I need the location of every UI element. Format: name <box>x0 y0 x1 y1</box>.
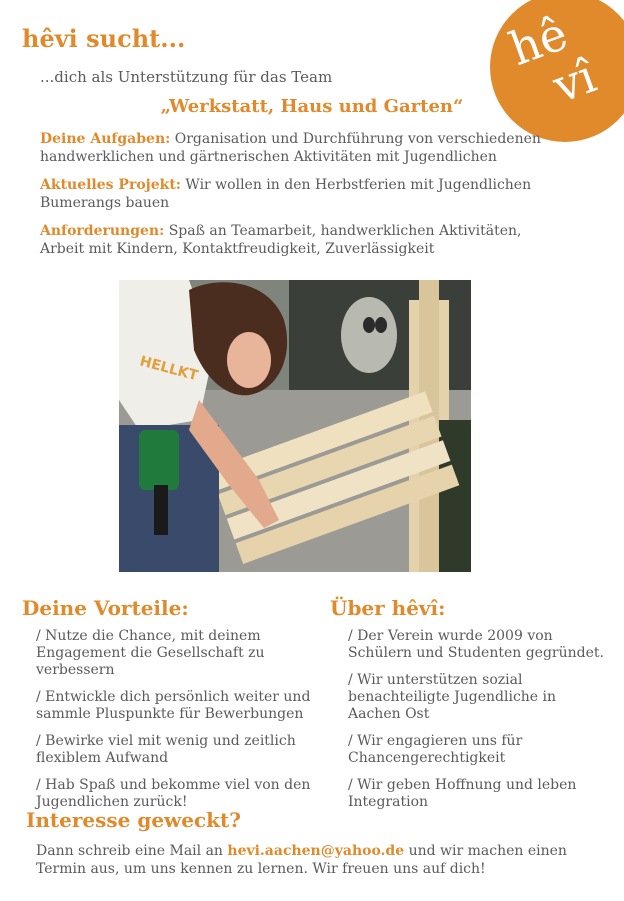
interest-text <box>36 842 596 878</box>
interest-after: und wir machen einen Termin aus, um uns kennen zu lernen. Wir freuen uns auf dich! <box>36 843 567 877</box>
list-item: / Wir engagieren uns für Chancengerechtigkeit <box>348 733 523 766</box>
list-item: / Entwickle dich persönlich weiter und sammle Pluspunkte für Bewerbungen <box>36 689 311 722</box>
logo-line1: hê <box>502 5 575 77</box>
interest-heading: Interesse geweckt? <box>26 808 241 832</box>
task-label: Anforderungen: <box>40 223 165 239</box>
task-label: Aktuelles Projekt: <box>40 177 181 193</box>
logo-line2: vî <box>545 48 603 114</box>
interest-before: Dann schreib eine Mail an <box>36 843 228 859</box>
list-item: / Hab Spaß und bekomme viel von den Jugendlichen zurück! <box>36 777 311 810</box>
team-title: „Werkstatt, Haus und Garten“ <box>160 96 464 117</box>
vorteile-heading: Deine Vorteile: <box>22 596 189 620</box>
workshop-photo <box>119 280 471 572</box>
hevi-logo <box>490 0 624 142</box>
workshop-photo-illustration <box>119 280 471 572</box>
task-label: Deine Aufgaben: <box>40 131 171 147</box>
vorteile-list <box>36 628 321 821</box>
task-text: Spaß an Teamarbeit, handwerklichen Aktivitäten, Arbeit mit Kindern, Kontaktfreudigkeit, Zuverlässigkeit <box>40 223 522 257</box>
uber-list <box>348 628 610 821</box>
task-aufgaben <box>40 130 560 166</box>
list-item: / Der Verein wurde 2009 von Schülern und Studenten gegründet. <box>348 628 604 661</box>
intro-text: ...dich als Unterstützung für das Team <box>40 68 333 86</box>
email-link[interactable]: hevi.aachen@yahoo.de <box>227 843 405 859</box>
list-item: / Wir geben Hoffnung und leben Integration <box>348 777 577 810</box>
task-text: Organisation und Durchführung von verschiedenen handwerklichen und gärtnerischen Aktivitäten mit Jugendlichen <box>40 131 541 165</box>
page-headline: hêvi sucht... <box>22 24 186 53</box>
list-item: / Nutze die Chance, mit deinem Engagement die Gesellschaft zu verbessern <box>36 628 265 678</box>
list-item: / Bewirke viel mit wenig und zeitlich flexiblem Aufwand <box>36 733 296 766</box>
shirt-text: HELLKT <box>137 353 200 385</box>
uber-heading: Über hêvî: <box>330 596 446 620</box>
logo-text <box>490 0 624 142</box>
task-projekt <box>40 176 560 212</box>
task-text: Wir wollen in den Herbstferien mit Jugendlichen Bumerangs bauen <box>40 177 532 211</box>
list-item: / Wir unterstützen sozial benachteiligte Jugendliche in Aachen Ost <box>348 672 557 722</box>
task-anforderungen <box>40 222 560 258</box>
